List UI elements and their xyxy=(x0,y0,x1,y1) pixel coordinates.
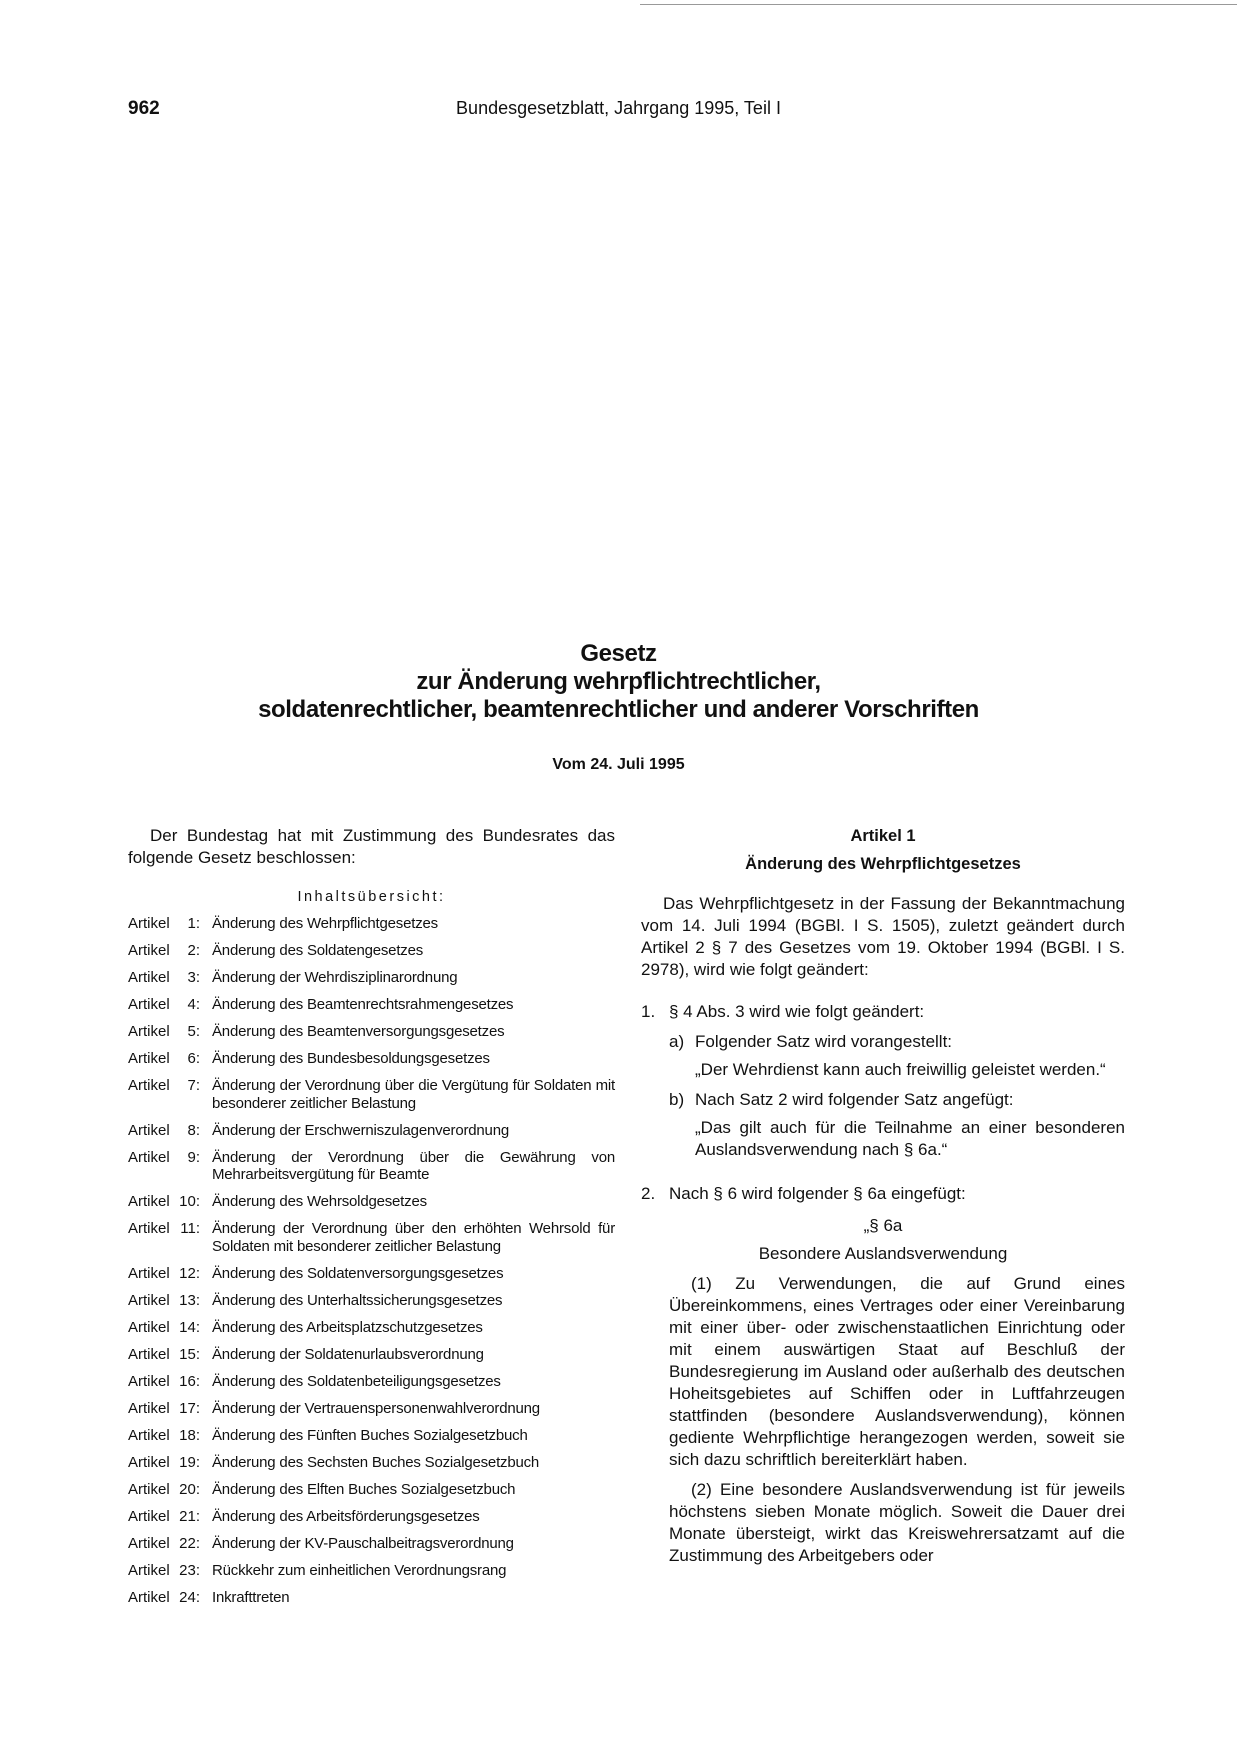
law-title xyxy=(0,640,1237,724)
toc-article-number: 6: xyxy=(187,1050,200,1067)
toc-row xyxy=(128,1373,615,1391)
toc-article-number: 18: xyxy=(179,1426,200,1444)
toc-article-number: 2: xyxy=(187,942,200,959)
paragraph-sign: „§ 6a xyxy=(863,1216,903,1235)
toc-article-title: Änderung des Soldatenversorgungsgesetzes xyxy=(212,1264,504,1282)
toc-row xyxy=(128,1589,615,1607)
toc-article-title: Änderung des Sechsten Buches Sozialgesetzbuch xyxy=(212,1453,540,1471)
toc-article-number: 15: xyxy=(179,1345,200,1363)
toc-article-title: Rückkehr zum einheitlichen Verordnungsrang xyxy=(212,1561,507,1579)
toc-row xyxy=(128,915,615,933)
toc-article-label: Artikel xyxy=(128,1121,170,1139)
toc-row xyxy=(128,1481,615,1499)
paragraph-body-2: (2) Eine besondere Auslandsverwendung ist für jeweils höchstens sieben Monate möglich. Soweit die Dauer drei Monate übersteigt, wirkt das Kreiswehrersatzamt auf die Zustimmung des Arbeitgebers oder xyxy=(669,1480,1125,1565)
toc-article-title: Änderung des Unterhaltssicherungsgesetzes xyxy=(212,1291,503,1309)
toc-article-label: Artikel xyxy=(128,1534,170,1552)
toc-article-title: Änderung der Verordnung über die Vergütung für Soldaten mit besonderer zeitlicher Belastung xyxy=(212,1077,615,1112)
toc-article-label: Artikel xyxy=(128,969,170,986)
toc-row xyxy=(128,1508,615,1526)
toc-article-title: Änderung des Soldatengesetzes xyxy=(212,942,424,959)
toc-row xyxy=(128,1292,615,1310)
toc-row xyxy=(128,1346,615,1364)
toc-article-number: 20: xyxy=(179,1480,200,1498)
toc-article-label: Artikel xyxy=(128,1426,170,1444)
toc-article-label: Artikel xyxy=(128,915,170,932)
toc-article-number: 11: xyxy=(180,1220,200,1237)
toc-article-label: Artikel xyxy=(128,1399,170,1417)
title-line-1: Gesetz xyxy=(580,640,657,667)
toc-article-title: Änderung der Erschwerniszulagenverordnung xyxy=(212,1121,509,1139)
toc-article-title: Änderung des Arbeitsförderungsgesetzes xyxy=(212,1507,480,1525)
toc-article-number: 1: xyxy=(187,915,200,932)
article-heading: Artikel 1 xyxy=(850,827,916,845)
toc-row xyxy=(128,1193,615,1211)
toc-article-label: Artikel xyxy=(128,1264,170,1282)
toc-row xyxy=(128,1149,615,1184)
toc-article-title: Änderung der Verordnung über die Gewährung von Mehrarbeitsvergütung für Beamte xyxy=(212,1148,615,1183)
toc-article-title: Änderung des Beamtenversorgungsgesetzes xyxy=(212,1023,505,1040)
toc-article-number: 10: xyxy=(179,1193,200,1210)
quote-b: „Das gilt auch für die Teilnahme an einer besonderen Auslandsverwendung nach § 6a.“ xyxy=(695,1118,1125,1159)
toc-row xyxy=(128,1535,615,1553)
toc-row xyxy=(128,969,615,987)
toc-row xyxy=(128,1220,615,1255)
toc-article-label: Artikel xyxy=(128,1345,170,1363)
sub-item-label: a) xyxy=(669,1032,685,1051)
article-lead: Das Wehrpflichtgesetz in der Fassung der Bekanntmachung vom 14. Juli 1994 (BGBl. I S. 1505), zuletzt geändert durch Artikel 2 § 7 des Gesetzes vom 19. Oktober 1994 (BGBl. I S. 2978), wird wie folgt geändert: xyxy=(641,894,1125,979)
toc-article-label: Artikel xyxy=(128,1318,170,1336)
toc-article-label: Artikel xyxy=(128,1193,170,1210)
toc-article-title: Änderung des Wehrsoldgesetzes xyxy=(212,1193,427,1210)
list-item-text: Nach § 6 wird folgender § 6a eingefügt: xyxy=(669,1184,966,1203)
title-line-2: zur Änderung wehrpflichtrechtlicher, xyxy=(416,668,821,695)
toc-article-label: Artikel xyxy=(128,1220,170,1237)
toc-article-title: Änderung des Fünften Buches Sozialgesetzbuch xyxy=(212,1426,528,1444)
article-subheading: Änderung des Wehrpflichtgesetzes xyxy=(745,855,1021,873)
toc-article-title: Änderung der Soldatenurlaubsverordnung xyxy=(212,1345,484,1363)
toc-article-number: 16: xyxy=(179,1372,200,1390)
toc-article-title: Änderung des Arbeitsplatzschutzgesetzes xyxy=(212,1318,483,1336)
toc-article-title: Änderung der Wehrdisziplinarordnung xyxy=(212,969,458,986)
list-item-text: § 4 Abs. 3 wird wie folgt geändert: xyxy=(669,1002,925,1021)
toc-article-label: Artikel xyxy=(128,1453,170,1471)
list-item-2 xyxy=(641,1183,1125,1205)
toc-article-label: Artikel xyxy=(128,1291,170,1309)
toc-article-title: Inkrafttreten xyxy=(212,1588,290,1606)
enacting-clause: Der Bundestag hat mit Zustimmung des Bundesrates das folgende Gesetz beschlossen: xyxy=(128,826,615,867)
toc-row xyxy=(128,1454,615,1472)
toc-article-label: Artikel xyxy=(128,1023,170,1040)
toc-row xyxy=(128,942,615,960)
toc-article-title: Änderung des Beamtenrechtsrahmengesetzes xyxy=(212,996,514,1013)
toc-article-number: 9: xyxy=(187,1148,200,1166)
toc-article-number: 22: xyxy=(179,1534,200,1552)
toc-article-title: Änderung des Wehrpflichtgesetzes xyxy=(212,915,438,932)
toc-row xyxy=(128,1265,615,1283)
toc-article-title: Änderung der Verordnung über den erhöhten Wehrsold für Soldaten mit besonderer zeitlicher Belastung xyxy=(212,1220,615,1255)
sub-item-text: Folgender Satz wird vorangestellt: xyxy=(695,1032,953,1051)
running-head: Bundesgesetzblatt, Jahrgang 1995, Teil I xyxy=(456,98,781,118)
toc-article-label: Artikel xyxy=(128,1561,170,1579)
toc-article-label: Artikel xyxy=(128,1588,170,1606)
paragraph-title: Besondere Auslandsverwendung xyxy=(758,1244,1008,1263)
toc-article-number: 17: xyxy=(179,1399,200,1417)
toc-article-label: Artikel xyxy=(128,1148,170,1166)
sub-item-text: Nach Satz 2 wird folgender Satz angefügt: xyxy=(695,1090,1014,1109)
toc-article-number: 7: xyxy=(187,1077,200,1094)
law-date: Vom 24. Juli 1995 xyxy=(552,756,685,773)
list-item-1 xyxy=(641,1001,1125,1023)
toc-row xyxy=(128,1122,615,1140)
toc-article-number: 5: xyxy=(187,1023,200,1040)
paragraph-body-1: (1) Zu Verwendungen, die auf Grund eines Übereinkommens, eines Vertrages oder einer Vereinbarung mit einer über- oder zwischenstaatlichen Einrichtung oder mit einem auswärtigen Staat auf Beschluß der Bundesregierung im Ausland oder außerhalb des deutschen Hoheitsgebietes auf Schiffen oder in Luftfahrzeugen stattfinden (besondere Auslandsverwendung), können gediente Wehrpflichtige herangezogen werden, soweit sie sich dazu schriftlich bereiterklärt haben. xyxy=(669,1274,1125,1469)
toc-row xyxy=(128,1562,615,1580)
toc-row xyxy=(128,1427,615,1445)
list-item-number: 2. xyxy=(641,1184,656,1203)
toc-article-label: Artikel xyxy=(128,1507,170,1525)
toc-article-label: Artikel xyxy=(128,1372,170,1390)
right-column xyxy=(641,825,1125,1567)
toc-article-number: 8: xyxy=(187,1121,200,1139)
sub-item-label: b) xyxy=(669,1090,685,1109)
toc-article-label: Artikel xyxy=(128,1050,170,1067)
toc-article-label: Artikel xyxy=(128,996,170,1013)
toc-article-label: Artikel xyxy=(128,942,170,959)
toc-article-title: Änderung der Vertrauenspersonenwahlverordnung xyxy=(212,1399,540,1417)
quote-a: „Der Wehrdienst kann auch freiwillig geleistet werden.“ xyxy=(695,1060,1106,1079)
toc-article-title: Änderung des Bundesbesoldungsgesetzes xyxy=(212,1050,490,1067)
toc-list xyxy=(128,915,615,1606)
toc-article-number: 12: xyxy=(179,1264,200,1282)
toc-article-title: Änderung des Elften Buches Sozialgesetzbuch xyxy=(212,1480,516,1498)
toc-row xyxy=(128,996,615,1014)
top-rule xyxy=(640,4,1237,5)
toc-article-title: Änderung des Soldatenbeteiligungsgesetzes xyxy=(212,1372,501,1390)
page-number: 962 xyxy=(128,98,160,119)
toc-article-number: 21: xyxy=(179,1507,200,1525)
toc-article-number: 13: xyxy=(179,1291,200,1309)
toc-article-number: 23: xyxy=(179,1561,200,1579)
toc-row xyxy=(128,1077,615,1112)
title-line-3: soldatenrechtlicher, beamtenrechtlicher und anderer Vorschriften xyxy=(258,696,979,723)
sub-item-b xyxy=(669,1089,1125,1111)
toc-row xyxy=(128,1050,615,1068)
sub-item-a xyxy=(669,1031,1125,1053)
toc-heading: Inhaltsübersicht: xyxy=(297,889,446,905)
toc-article-label: Artikel xyxy=(128,1480,170,1498)
toc-article-title: Änderung der KV-Pauschalbeitragsverordnung xyxy=(212,1534,514,1552)
toc-article-label: Artikel xyxy=(128,1077,170,1094)
list-item-number: 1. xyxy=(641,1002,656,1021)
toc-article-number: 24: xyxy=(179,1588,200,1606)
toc-article-number: 4: xyxy=(187,996,200,1013)
toc-article-number: 3: xyxy=(187,969,200,986)
left-column xyxy=(128,825,615,1616)
toc-row xyxy=(128,1319,615,1337)
toc-row xyxy=(128,1400,615,1418)
toc-row xyxy=(128,1023,615,1041)
toc-article-number: 19: xyxy=(179,1453,200,1471)
toc-article-number: 14: xyxy=(179,1318,200,1336)
